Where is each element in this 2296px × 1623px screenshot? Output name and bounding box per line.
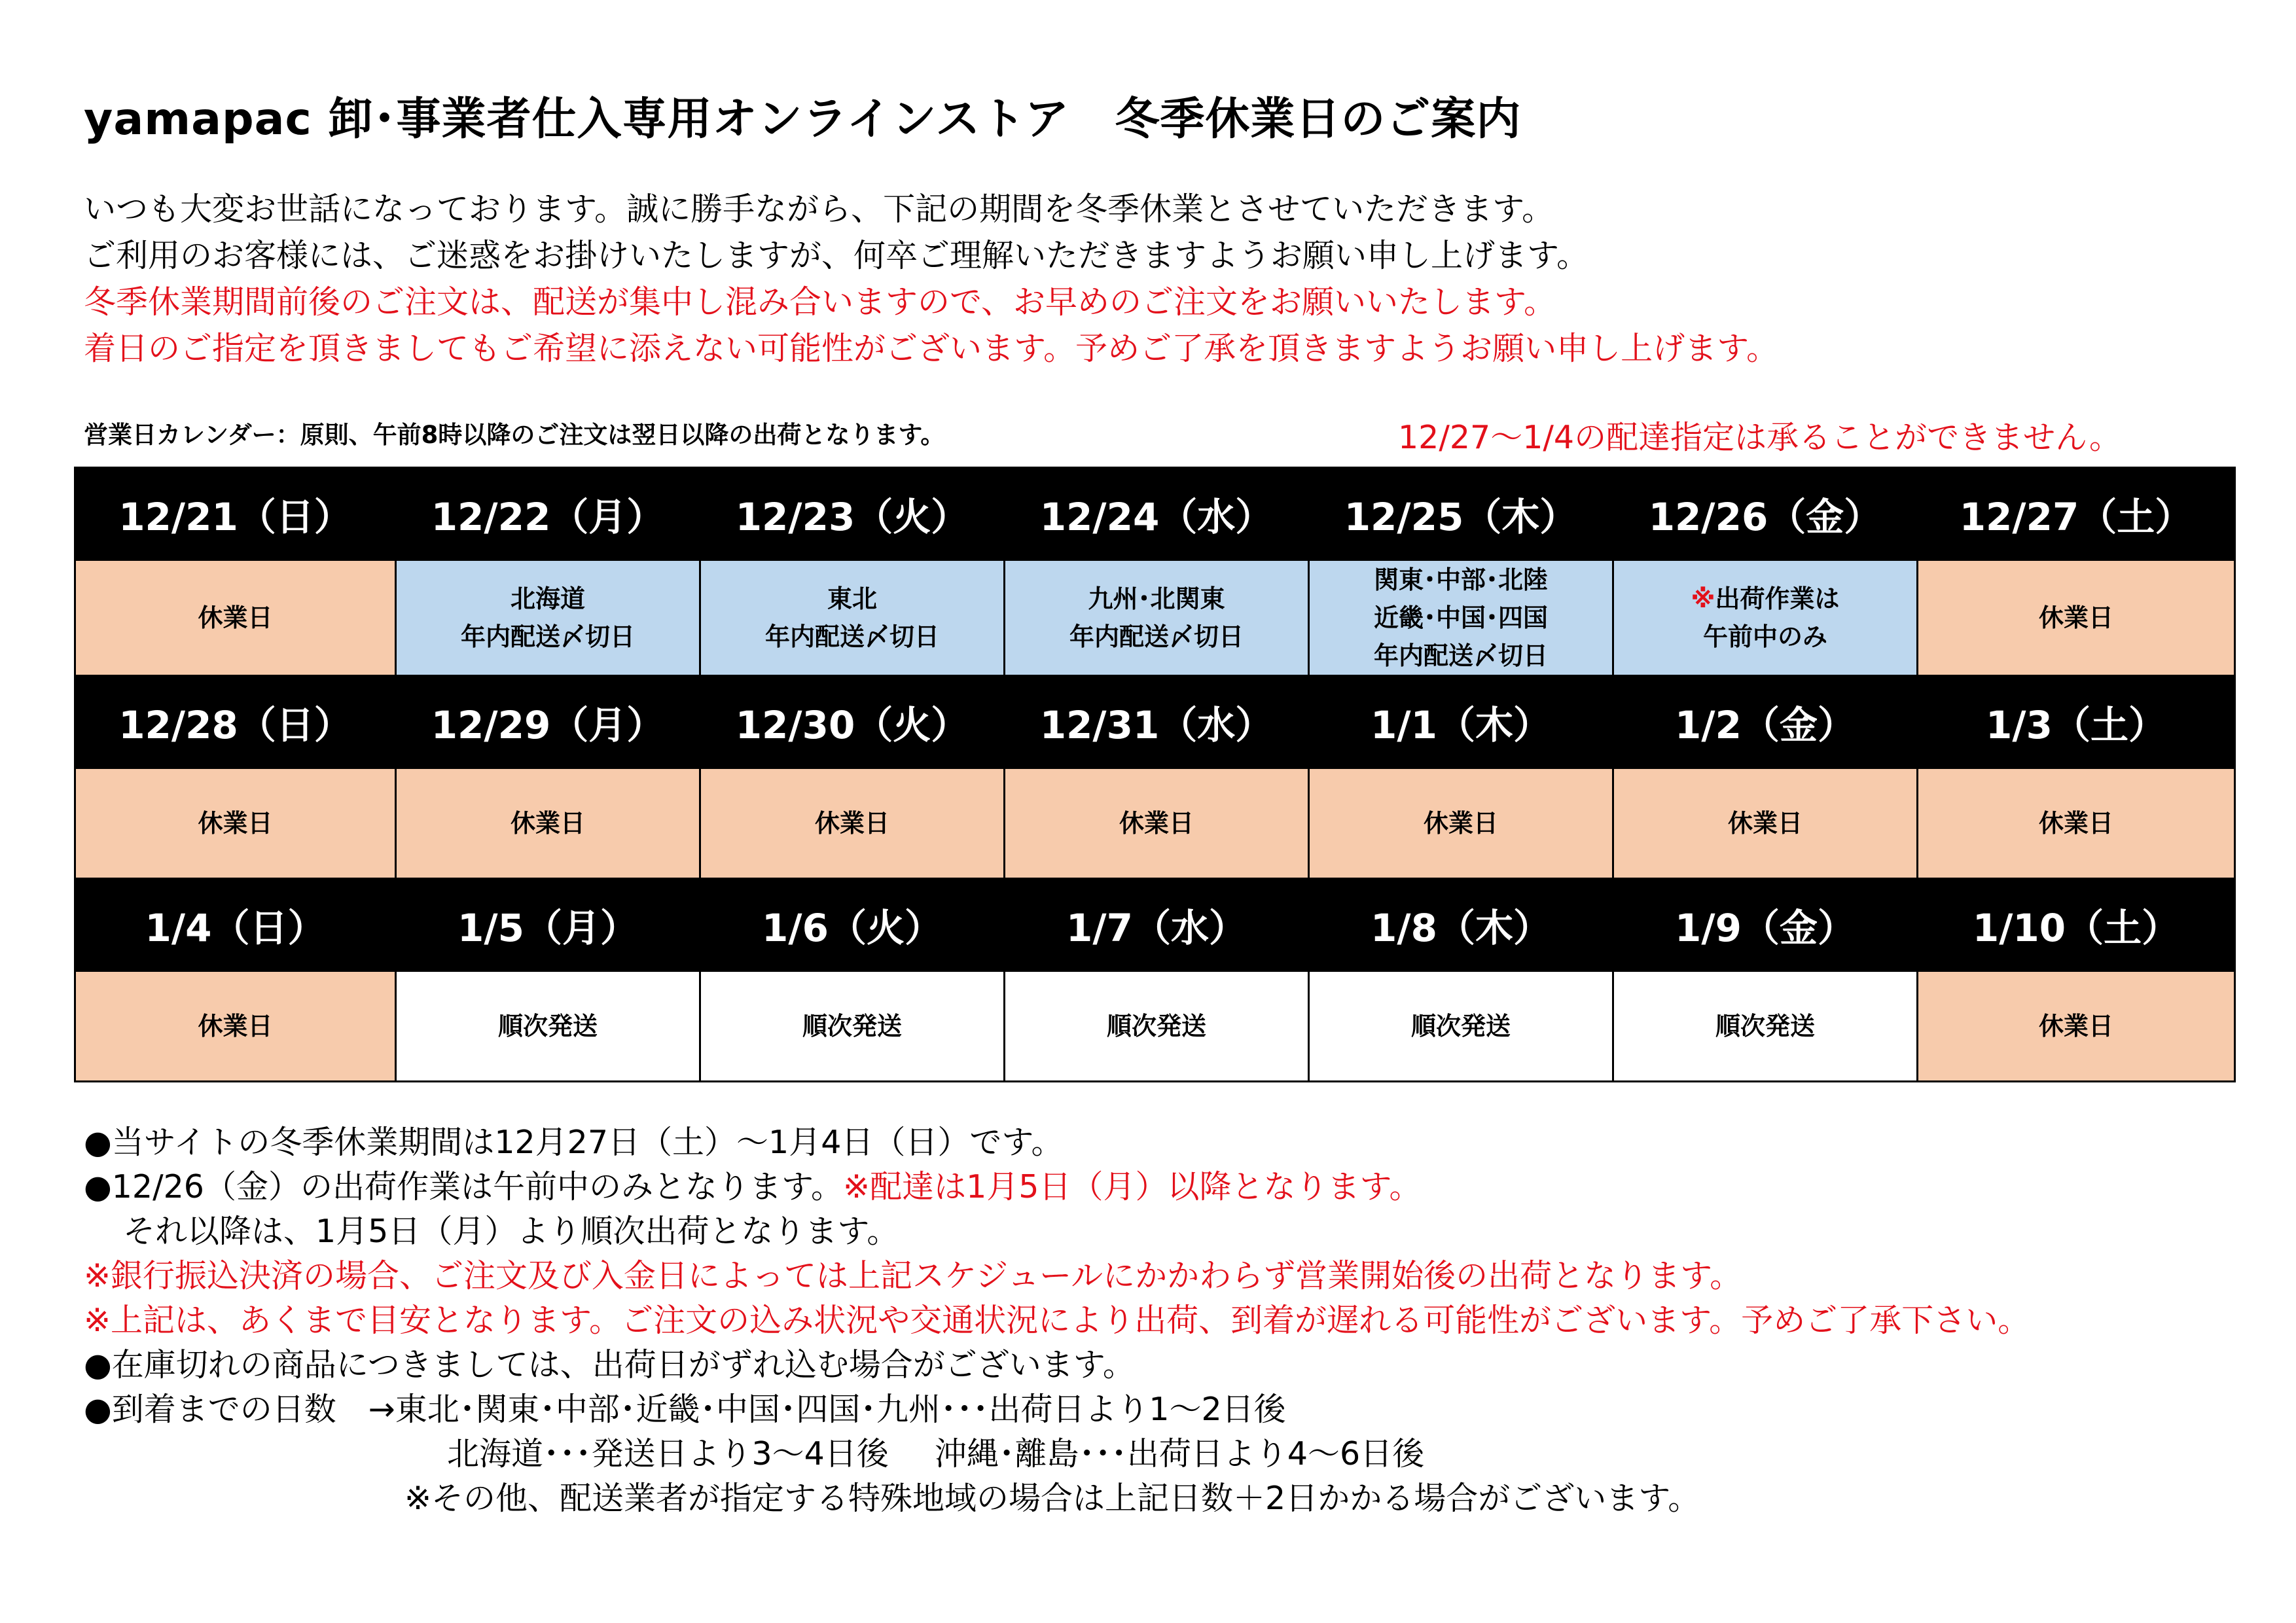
intro-line: いつも大変お世話になっております。誠に勝手ながら、下記の期間を冬季休業とさせていただきます。 [84,190,1554,228]
calendar-date-row [75,468,2235,560]
calendar-status-text: 休業日 [1423,809,1498,838]
calendar-date: 1/10（土） [1918,879,2235,971]
calendar-status-text: 年内配送〆切日 [460,622,635,651]
calendar-date: 12/24（水） [1005,468,1309,560]
calendar-status-cell [700,560,1005,676]
calendar-status-cell [1613,768,1918,879]
intro-line-warning: 冬季休業期間前後のご注文は、配送が集中し混み合いますので、お早めのご注文をお願いいたします。 [84,283,1556,321]
note-line: ●在庫切れの商品につきましては、出荷日がずれ込む場合がございます。 [84,1346,1135,1383]
calendar-date: 1/1（木） [1309,676,1613,768]
calendar-status-cell [1309,560,1613,676]
calendar-status-text [1614,580,1916,618]
calendar-status-text: 年内配送〆切日 [1069,622,1244,651]
calendar-date: 1/6（火） [700,879,1005,971]
page-title: yamapac 卸･事業者仕入専用オンラインストア 冬季休業日のご案内 [84,94,1522,145]
calendar-status-text: 休業日 [2038,809,2113,838]
calendar-status-text: 休業日 [1727,809,1803,838]
calendar-status-cell [1918,560,2235,676]
note-line-warning: ※上記は、あくまで目安となります。ご注文の込み状況や交通状況により出荷、到着が遅れる可能性がございます。予めご了承下さい。 [84,1302,2030,1339]
calendar-status-text: 休業日 [198,1012,273,1041]
intro-line-warning: 着日のご指定を頂きましてもご希望に添えない可能性がございます。予めご了承を頂きますようお願い申し上げます。 [84,330,1779,367]
calendar-date: 12/28（日） [75,676,396,768]
calendar-date-row [75,879,2235,971]
calendar-status-cell [1613,971,1918,1082]
calendar-status-text: 関東･中部･北陸 [1373,565,1548,594]
intro-text [84,186,2244,372]
calendar-status-cell [75,560,396,676]
calendar-status-cell [396,971,700,1082]
note-line: ●到着までの日数 →東北･関東･中部･近畿･中国･四国･九州･･･出荷日より1～2日後 [84,1391,1286,1428]
calendar-status-text: 午前中のみ [1702,622,1827,651]
calendar-date: 12/29（月） [396,676,700,768]
calendar-delivery-note: 12/27～1/4の配達指定は承ることができません。 [1398,419,2122,456]
calendar-status-text: 休業日 [198,809,273,838]
calendar-status-cell [1005,971,1309,1082]
note-line: ●当サイトの冬季休業期間は12月27日（土）～1月4日（日）です。 [84,1124,1064,1161]
calendar-date: 1/5（月） [396,879,700,971]
calendar-date: 12/25（木） [1309,468,1613,560]
calendar-date: 12/21（日） [75,468,396,560]
calendar-status-cell [1309,768,1613,879]
calendar-status-text: 九州･北関東 [1088,584,1225,613]
calendar-status-cell [1918,971,2235,1082]
calendar-status-text: 休業日 [2038,1012,2113,1041]
calendar-date: 1/4（日） [75,879,396,971]
calendar-status-cell [1005,560,1309,676]
intro-line: ご利用のお客様には、ご迷惑をお掛けいたしますが、何卒ご理解いただきますようお願い申し上げます。 [84,237,1589,274]
note-text: ●12/26（金）の出荷作業は午前中のみとなります。 [84,1168,844,1205]
calendar-status-cell [396,560,700,676]
calendar-status-cell [1005,768,1309,879]
note-line: ※その他、配送業者が指定する特殊地域の場合は上記日数＋2日かかる場合がございます。 [404,1480,1700,1517]
calendar-date: 1/2（金） [1613,676,1918,768]
calendar-status-cell [700,971,1005,1082]
calendar-status-text: 順次発送 [1106,1012,1206,1041]
calendar-status-text: 東北 [827,584,877,613]
calendar-status-cell [700,768,1005,879]
note-text: 沖縄･離島･･･出荷日より4～6日後 [934,1435,1425,1472]
note-text: 北海道･･･発送日より3～4日後 [447,1435,889,1472]
calendar-status-cell [75,971,396,1082]
calendar-status-row [75,768,2235,879]
note-line [84,1165,2244,1209]
calendar-status-text: 北海道 [510,584,585,613]
calendar-status-text: 休業日 [198,603,273,632]
notes [84,1120,2244,1521]
calendar-status-rest: 出荷作業は [1715,584,1840,613]
calendar-date: 12/23（火） [700,468,1005,560]
calendar-status-row [75,560,2235,676]
calendar-date-row [75,676,2235,768]
calendar-date: 1/3（土） [1918,676,2235,768]
calendar-status-text: 年内配送〆切日 [764,622,939,651]
calendar-status-text: 休業日 [510,809,585,838]
calendar-status-cell [1918,768,2235,879]
calendar-date: 1/7（水） [1005,879,1309,971]
calendar-date: 12/26（金） [1613,468,1918,560]
calendar-status-text: 順次発送 [1715,1012,1815,1041]
calendar-status-cell [396,768,700,879]
note-line [84,1432,2244,1476]
calendar-status-cell [75,768,396,879]
note-line: それ以降は、1月5日（月）より順次出荷となります。 [123,1213,899,1250]
calendar-date: 12/31（水） [1005,676,1309,768]
calendar-status-text: 順次発送 [1410,1012,1511,1041]
calendar-date: 12/30（火） [700,676,1005,768]
calendar-status-text: 休業日 [1119,809,1194,838]
calendar-status-row [75,971,2235,1082]
calendar-status-text: 休業日 [2038,603,2113,632]
business-calendar [74,467,2236,1082]
note-text-warning: ※配達は1月5日（月）以降となります。 [843,1168,1422,1205]
calendar-status-cell [1309,971,1613,1082]
calendar-status-text: 年内配送〆切日 [1373,641,1548,670]
calendar-status-cell [1613,560,1918,676]
calendar-status-text: 休業日 [814,809,889,838]
calendar-date: 1/8（木） [1309,879,1613,971]
calendar-status-text: 順次発送 [497,1012,598,1041]
calendar-date: 12/27（土） [1918,468,2235,560]
calendar-status-mark: ※ [1691,584,1715,613]
calendar-date: 1/9（金） [1613,879,1918,971]
calendar-status-text: 順次発送 [802,1012,902,1041]
calendar-status-text: 近畿･中国･四国 [1373,603,1548,632]
calendar-label: 営業日カレンダー：原則、午前8時以降のご注文は翌日以降の出荷となります。 [84,421,945,449]
note-line-warning: ※銀行振込決済の場合、ご注文及び入金日によっては上記スケジュールにかかわらず営業開始後の出荷となります。 [84,1257,1742,1294]
calendar-date: 12/22（月） [396,468,700,560]
